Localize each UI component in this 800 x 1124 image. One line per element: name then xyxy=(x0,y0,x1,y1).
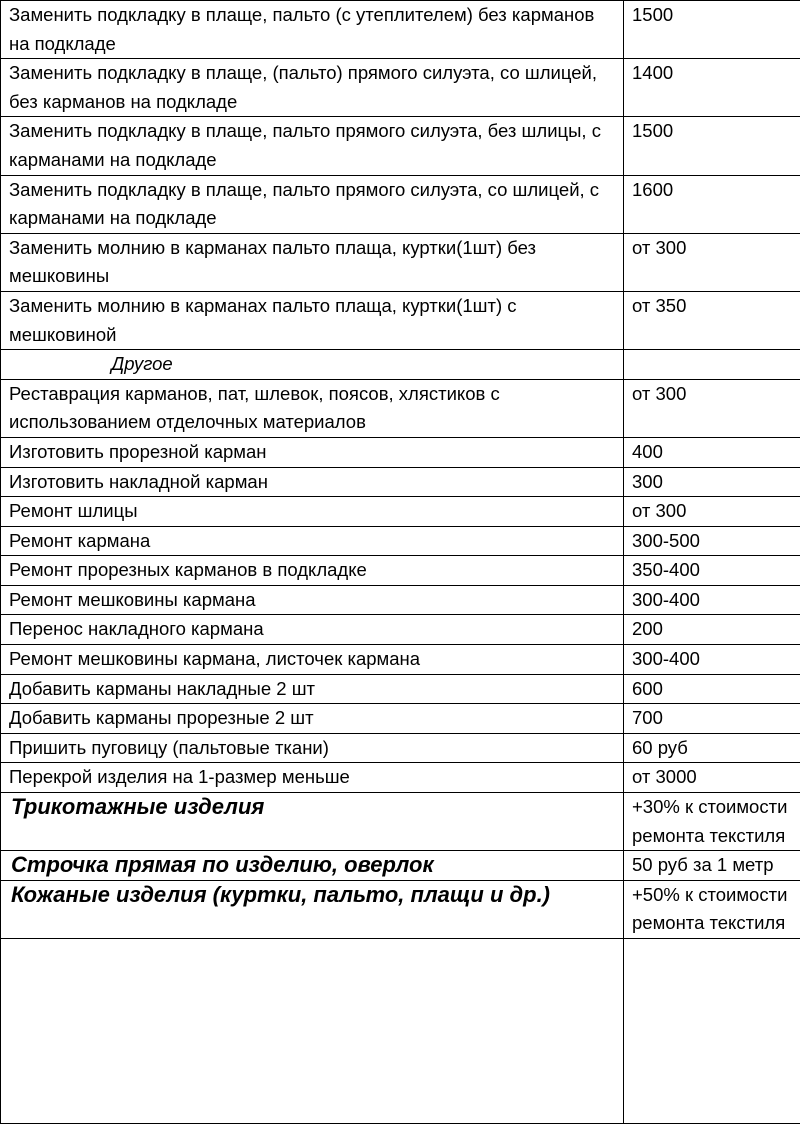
category-title: Строчка прямая по изделию, оверлок xyxy=(1,851,624,881)
service-cell: Заменить молнию в карманах пальто плаща, куртки(1шт) без мешковины xyxy=(1,233,624,291)
service-cell: Реставрация карманов, пат, шлевок, поясов, хлястиков с использованием отделочных материалов xyxy=(1,379,624,437)
price-cell: 1400 xyxy=(624,59,800,117)
table-row xyxy=(1,1,800,59)
empty-cell xyxy=(1,939,624,1124)
service-cell: Ремонт кармана xyxy=(1,526,624,556)
service-cell: Ремонт шлицы xyxy=(1,497,624,527)
table-row xyxy=(1,615,800,645)
price-cell: 60 руб xyxy=(624,733,800,763)
service-cell: Перекрой изделия на 1-размер меньше xyxy=(1,763,624,793)
price-cell: 1500 xyxy=(624,1,800,59)
service-cell: Изготовить прорезной карман xyxy=(1,437,624,467)
section-title: Другое xyxy=(1,350,624,380)
table-row xyxy=(1,556,800,586)
section-header-row xyxy=(1,350,800,380)
price-cell: от 300 xyxy=(624,233,800,291)
service-cell: Изготовить накладной карман xyxy=(1,467,624,497)
category-row xyxy=(1,880,800,938)
table-row xyxy=(1,763,800,793)
table-row xyxy=(1,526,800,556)
table-row xyxy=(1,585,800,615)
table-row xyxy=(1,645,800,675)
price-cell: 300-400 xyxy=(624,585,800,615)
service-cell: Ремонт прорезных карманов в подкладке xyxy=(1,556,624,586)
table-row xyxy=(1,437,800,467)
table-row xyxy=(1,291,800,349)
price-cell: 600 xyxy=(624,674,800,704)
price-cell: 300-500 xyxy=(624,526,800,556)
price-cell: 300-400 xyxy=(624,645,800,675)
category-title: Кожаные изделия (куртки, пальто, плащи и др.) xyxy=(1,880,624,938)
service-cell: Добавить карманы прорезные 2 шт xyxy=(1,704,624,734)
table-row xyxy=(1,379,800,437)
table-row xyxy=(1,59,800,117)
price-cell: +50% к стоимости ремонта текстиля xyxy=(624,880,800,938)
price-cell: +30% к стоимости ремонта текстиля xyxy=(624,793,800,851)
service-cell: Заменить подкладку в плаще, пальто прямого силуэта, без шлицы, с карманами на подкладе xyxy=(1,117,624,175)
price-cell: 200 xyxy=(624,615,800,645)
price-cell: 1500 xyxy=(624,117,800,175)
category-title: Трикотажные изделия xyxy=(1,793,624,851)
service-cell: Добавить карманы накладные 2 шт xyxy=(1,674,624,704)
service-cell: Ремонт мешковины кармана xyxy=(1,585,624,615)
empty-row xyxy=(1,939,800,1124)
category-row xyxy=(1,851,800,881)
service-cell: Заменить подкладку в плаще, пальто прямого силуэта, со шлицей, с карманами на подкладе xyxy=(1,175,624,233)
table-row xyxy=(1,733,800,763)
price-cell: 400 xyxy=(624,437,800,467)
service-cell: Перенос накладного кармана xyxy=(1,615,624,645)
table-row xyxy=(1,674,800,704)
service-cell: Заменить молнию в карманах пальто плаща, куртки(1шт) с мешковиной xyxy=(1,291,624,349)
service-cell: Ремонт мешковины кармана, листочек кармана xyxy=(1,645,624,675)
price-cell: от 300 xyxy=(624,497,800,527)
price-cell: от 300 xyxy=(624,379,800,437)
category-row xyxy=(1,793,800,851)
service-cell: Заменить подкладку в плаще, пальто (с утеплителем) без карманов на подкладе xyxy=(1,1,624,59)
empty-cell xyxy=(624,939,800,1124)
table-row xyxy=(1,117,800,175)
table-row xyxy=(1,467,800,497)
service-cell: Пришить пуговицу (пальтовые ткани) xyxy=(1,733,624,763)
price-cell: 300 xyxy=(624,467,800,497)
price-cell: 700 xyxy=(624,704,800,734)
price-cell: 50 руб за 1 метр xyxy=(624,851,800,881)
price-cell: от 350 xyxy=(624,291,800,349)
price-cell xyxy=(624,350,800,380)
price-cell: 350-400 xyxy=(624,556,800,586)
price-cell: 1600 xyxy=(624,175,800,233)
table-row xyxy=(1,704,800,734)
table-row xyxy=(1,233,800,291)
price-cell: от 3000 xyxy=(624,763,800,793)
table-row xyxy=(1,497,800,527)
table-row xyxy=(1,175,800,233)
service-cell: Заменить подкладку в плаще, (пальто) прямого силуэта, со шлицей, без карманов на подкладе xyxy=(1,59,624,117)
